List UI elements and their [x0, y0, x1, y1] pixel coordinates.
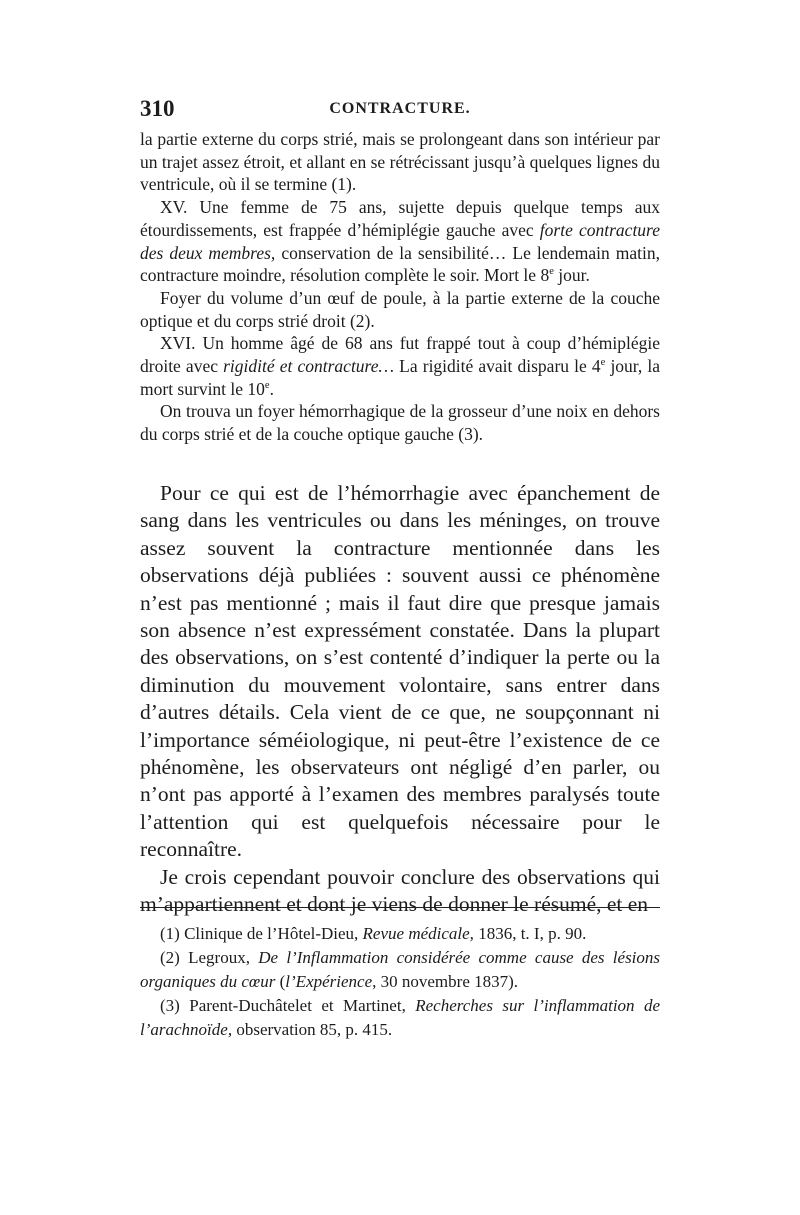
case-number: XVI. [160, 333, 196, 354]
body-paragraph: Je crois cependant pouvoir conclure des observations qui m’appartiennent et dont je viens de donner le résumé, et en [140, 864, 660, 917]
footnotes [140, 922, 660, 1042]
emphasis: rigidité et contracture… [223, 356, 395, 377]
page-number: 310 [140, 96, 175, 121]
case-xvi: XVI. Un homme âgé de 68 ans fut frappé tout à coup d’hémiplégie droite avec rigidité et contracture… La rigidité avait disparu le 4e jour, la mort survint le 10e. [140, 333, 661, 399]
page-header [140, 96, 660, 124]
running-head: CONTRACTURE. [329, 100, 471, 117]
emphasis: forte contracture des deux membres, [140, 219, 660, 263]
case-xvi-autopsy: On trouva un foyer hémorrhagique de la grosseur d’une noix en dehors du corps strié et de la couche optique gauche (3). [140, 401, 660, 445]
main-text-block [140, 480, 660, 919]
footnote-number: (3) [160, 996, 180, 1015]
case-notes-block [140, 128, 660, 446]
footnote-number: (2) [160, 948, 180, 967]
footnote-1: (1) Clinique de l’Hôtel-Dieu, Revue médicale, 1836, t. I, p. 90. [160, 924, 587, 943]
case-number: XV. [160, 197, 188, 218]
case-xv-autopsy: Foyer du volume d’un œuf de poule, à la partie externe de la couche optique et du corps strié droit (2). [140, 287, 660, 331]
footnote-3: (3) Parent-Duchâtelet et Martinet, Recherches sur l’inflammation de l’arachnoïde, observation 85, p. 415. [140, 996, 660, 1039]
footnote-2: (2) Legroux, De l’Inflammation considérée comme cause des lésions organiques du cœur (l’Expérience, 30 novembre 1837). [140, 948, 661, 991]
footnote-number: (1) [160, 924, 180, 943]
body-paragraph: Pour ce qui est de l’hémorrhagie avec épanchement de sang dans les ventricules ou dans les méninges, on trouve assez souvent la contracture mentionnée dans les observations déjà publiées : souvent aussi ce phénomène n’est pas mentionné ; mais il faut dire que presque jamais son absence n’est expressément constatée. Dans la plupart des observations, on s’est contenté d’indiquer la perte ou la diminution du mouvement volontaire, sans entrer dans d’autres détails. Cela vient de ce que, ne soupçonnant ni l’importance séméiologique, ni peut-être l’existence de ce phénomène, les observateurs ont négligé d’en parler, ou n’ont pas apporté à l’examen des membres paralysés toute l’attention qui est quelquefois nécessaire pour le reconnaître. [140, 481, 660, 862]
case-xv: XV. Une femme de 75 ans, sujette depuis quelque temps aux étourdissements, est frappée d’hémiplégie gauche avec forte contracture des deux membres, conservation de la sensibilité… Le lendemain matin, contracture moindre, résolution complète le soir. Mort le 8e jour. [140, 197, 660, 286]
continued-paragraph: la partie externe du corps strié, mais se prolongeant dans son intérieur par un trajet assez étroit, et allant en se rétrécissant jusqu’à quelques lignes du ventricule, où il se termine (1). [140, 129, 660, 195]
footnote-rule [140, 907, 660, 908]
